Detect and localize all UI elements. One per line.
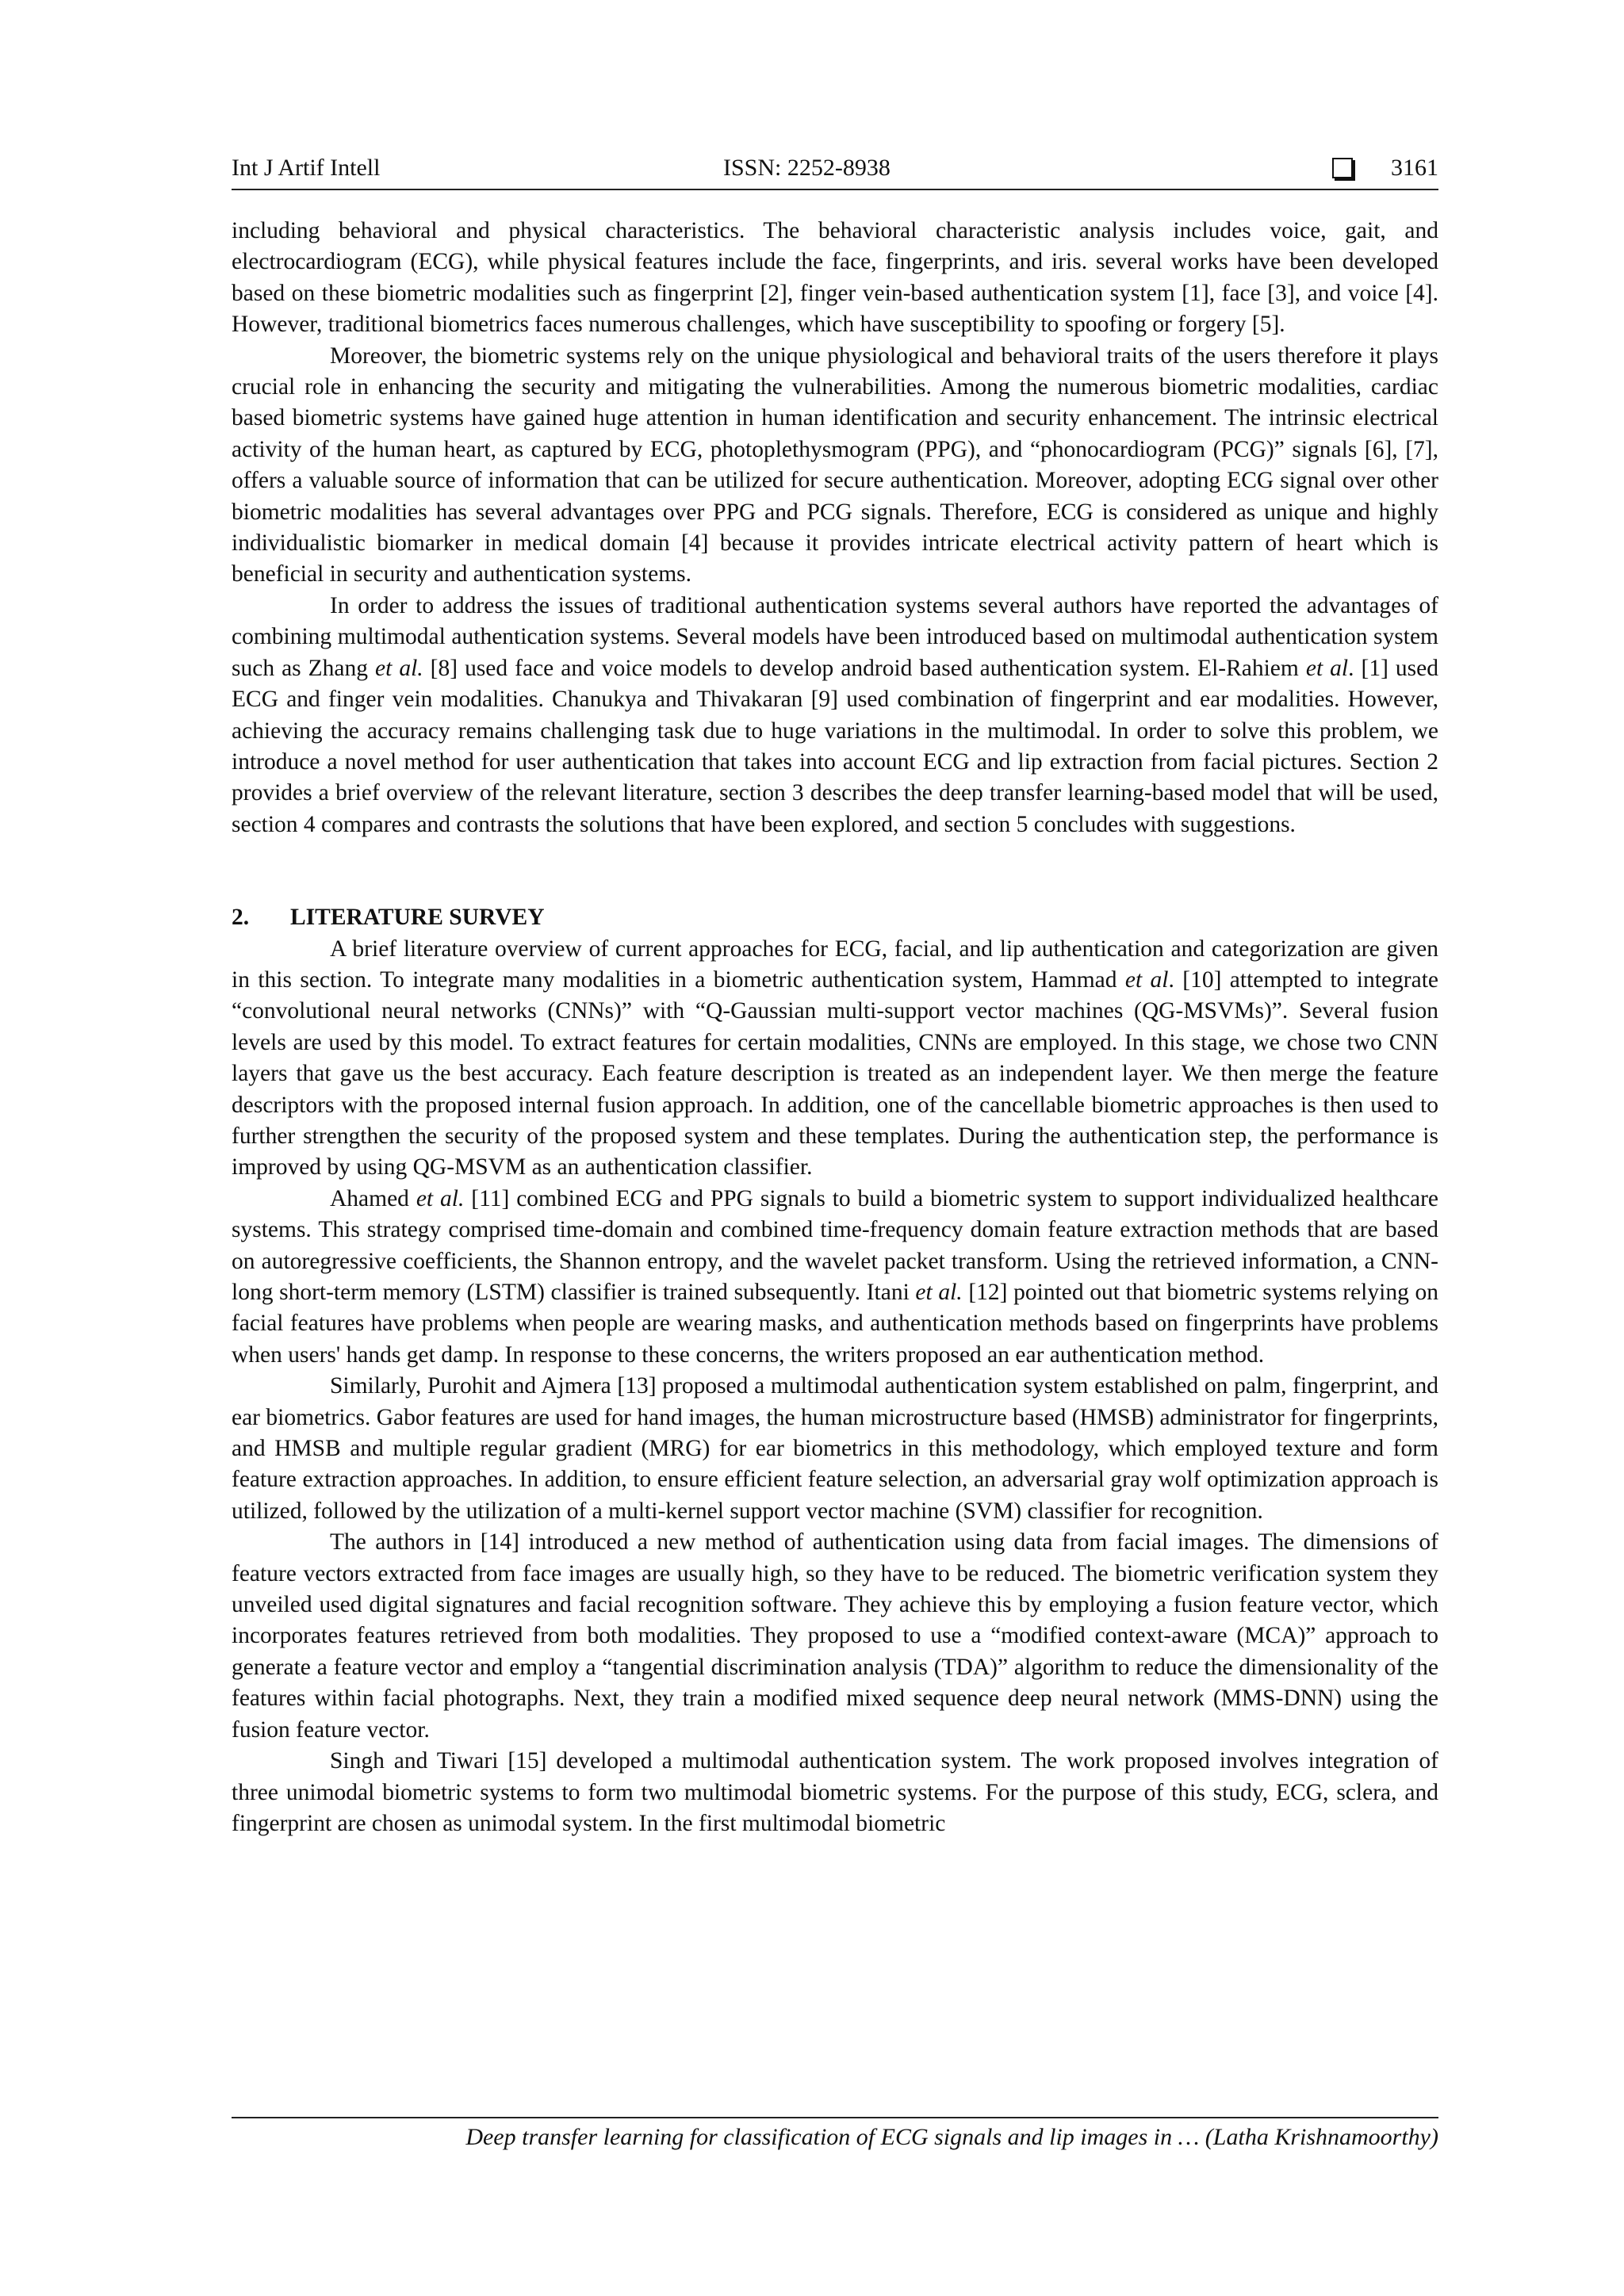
paragraph-8: Singh and Tiwari [15] developed a multimodal authentication system. The work proposed involves integration of three unimodal biometric systems to form two multimodal biometric systems. For the purpose of this study, ECG, sclera, and fingerprint are chosen as unimodal system. In the first multimodal biometric [232,1748,1438,1836]
paragraph-3-text-a: In order to address the issues of traditional authentication systems several authors have reported the advantages of combining multimodal authentication systems. Several models have been introduced based on multimodal authentication system such as Zhang [232,592,1438,681]
paragraph-4-text-a: A brief literature overview of current approaches for ECG, facial, and lip authentication and categorization are given in this section. To integrate many modalities in a biometric authentication system, Hammad [232,936,1438,993]
paragraph-5 [232,1184,1438,1371]
et-al: et al. [416,1185,465,1211]
paragraph-3-text-c: . [1] used ECG and finger vein modalities. Chanukya and Thivakaran [9] used combination of fingerprint and ear modalities. However, achieving the accuracy remains challenging task due to huge variations in the multimodal. In order to solve this problem, we introduce a novel method for user authentication that takes into account ECG and lip extraction from facial pictures. Section 2 provides a brief overview of the relevant literature, section 3 describes the deep transfer learning-based model that will be used, section 4 compares and contrasts the solutions that have been explored, and section 5 concludes with suggestions. [232,655,1438,837]
page-number-group [1332,151,1438,186]
paragraph-3-text-b: [8] used face and voice models to develop android based authentication system. El-Rahiem [423,655,1306,681]
et-al: et al [1124,966,1169,993]
paragraph-3 [232,591,1438,840]
page-number: 3161 [1391,155,1438,181]
et-al: et al [1305,655,1349,681]
paragraph-4 [232,934,1438,1184]
et-al: et al. [915,1280,963,1305]
section-heading [232,902,1438,933]
paragraph-5-text-c: [12] pointed out that biometric systems relying on facial features have problems when people are wearing masks, and authentication methods based on fingerprints have problems when users' hands get damp. In response to these concerns, the writers proposed an ear authentication method. [232,1280,1438,1368]
et-al: et al. [375,655,423,681]
paragraph-5-text-a: Ahamed [330,1185,416,1211]
paragraph-4-text-b: . [10] attempted to integrate “convolutional neural networks (CNNs)” with “Q-Gaussian multi-support vector machines (QG-MSVMs)”. Several fusion levels are used by this model. To extract features for certain modalities, CNNs are employed. In this stage, we chose two CNN layers that gave us the best accuracy. Each feature description is treated as an independent layer. We then merge the feature descriptors with the proposed internal fusion approach. In addition, one of the cancellable biometric approaches is then used to further strengthen the security of the proposed system and these templates. During the authentication step, the performance is improved by using QG-MSVM as an authentication classifier. [232,966,1438,1181]
journal-name: Int J Artif Intell [232,155,381,181]
section-title: LITERATURE SURVEY [290,905,545,931]
paper-page [232,151,1438,2150]
issn: ISSN: 2252-8938 [723,155,891,181]
header-rule [232,189,1438,190]
running-header [232,151,1438,186]
paragraph-6: Similarly, Purohit and Ajmera [13] proposed a multimodal authentication system established on palm, fingerprint, and ear biometrics. Gabor features are used for hand images, the human microstructure based (HMSB) administrator for fingerprints, and HMSB and multiple regular gradient (MRG) for ear biometrics in this methodology, which employed texture and form feature extraction approaches. In addition, to ensure efficient feature selection, an adversarial gray wolf optimization approach is utilized, followed by the utilization of a multi-kernel support vector machine (SVM) classifier for recognition. [232,1373,1438,1524]
body-text [232,216,1438,1839]
paragraph-1: including behavioral and physical characteristics. The behavioral characteristic analysis includes voice, gait, and electrocardiogram (ECG), while physical features include the face, fingerprints, and iris. several works have been developed based on these biometric modalities such as fingerprint [2], finger vein-based authentication system [1], face [3], and voice [4]. However, traditional biometrics faces numerous challenges, which have susceptibility to spoofing or forgery [5]. [232,218,1438,338]
running-footer: Deep transfer learning for classification of ECG signals and lip images in … (Latha Krishnamoorthy) [465,2124,1438,2150]
section-number: 2. [232,905,250,931]
paragraph-2: Moreover, the biometric systems rely on the unique physiological and behavioral traits of the users therefore it plays crucial role in enhancing the security and mitigating the vulnerabilities. Among the numerous biometric modalities, cardiac based biometric systems have gained huge attention in human identification and security enhancement. The intrinsic electrical activity of the human heart, as captured by ECG, photoplethysmogram (PPG), and “phonocardiogram (PCG)” signals [6], [7], offers a valuable source of information that can be utilized for secure authentication. Moreover, adopting ECG signal over other biometric modalities has several advantages over PPG and PCG signals. Therefore, ECG is considered as unique and highly individualistic biomarker in medical domain [4] because it provides intricate electrical activity pattern of heart which is beneficial in security and authentication systems. [232,342,1438,587]
square-bullet-icon [1332,158,1353,178]
paragraph-7: The authors in [14] introduced a new method of authentication using data from facial images. The dimensions of feature vectors extracted from face images are usually high, so they have to be reduced. The biometric verification system they unveiled used digital signatures and facial recognition software. They achieve this by employing a fusion feature vector, which incorporates features retrieved from both modalities. They proposed to use a “modified context-aware (MCA)” approach to generate a feature vector and employ a “tangential discrimination analysis (TDA)” algorithm to reduce the dimensionality of the features within facial photographs. Next, they train a modified mixed sequence deep neural network (MMS-DNN) using the fusion feature vector. [232,1529,1438,1743]
paragraph-5-text-b: [11] combined ECG and PPG signals to build a biometric system to support individualized healthcare systems. This strategy comprised time-domain and combined time-frequency domain feature extraction methods that are based on autoregressive coefficients, the Shannon entropy, and the wavelet packet transform. Using the retrieved information, a CNN-long short-term memory (LSTM) classifier is trained subsequently. Itani [232,1185,1438,1305]
footer-rule [232,2117,1438,2118]
